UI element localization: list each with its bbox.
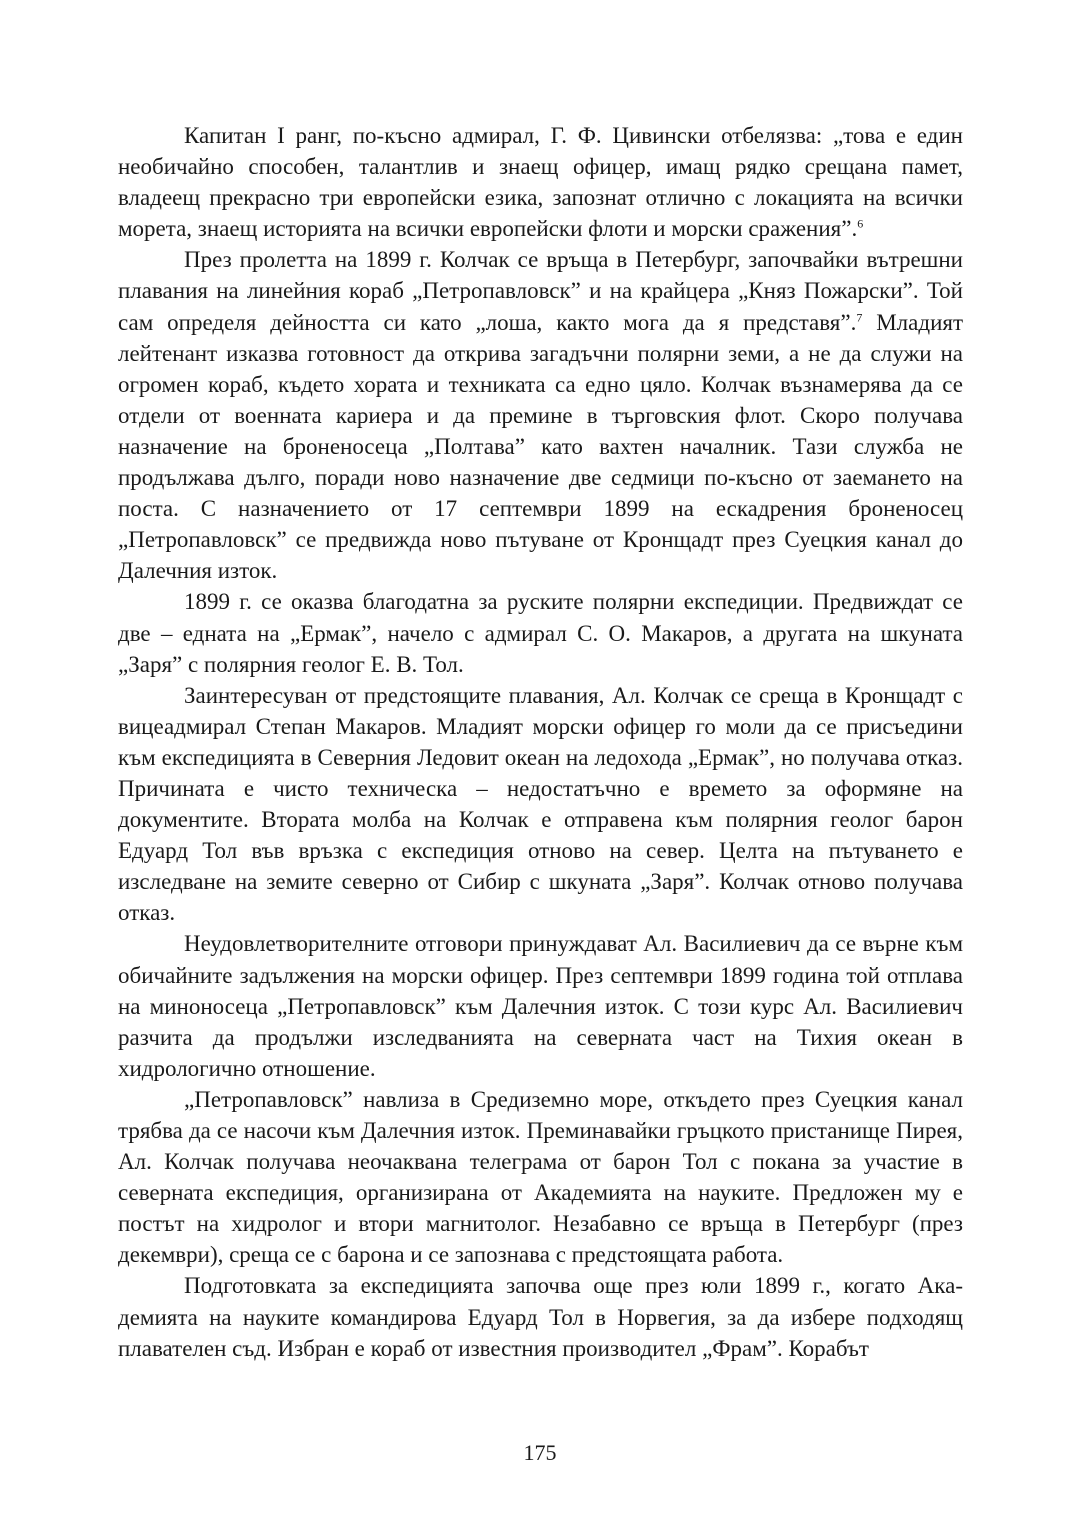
paragraph-3: 1899 г. се оказва благодатна за руските полярни експедиции. Предвиждат се две – едната на „Ермак”, начело с адмирал С. О. Макаров, а другата на шкуната „Заря” с полярния геолог Е. В. Тол. (118, 589, 963, 677)
paragraph-2 (118, 244, 963, 586)
page-body (118, 120, 963, 1364)
footnote-ref-6: 6 (857, 216, 864, 231)
paragraph-5: Неудовлетворителните отговори принуждават Ал. Василиевич да се върне към обичайните задължения на морски офицер. През септември 1899 година той отплава на миноносеца „Петропавловск” към Далечния изток. С този курс Ал. Василиевич разчита да продължи изследванията на северната част на Тихия океан в хидрологично отношение. (118, 931, 963, 1081)
paragraph-7: Подготовката за експедицията започва още през юли 1899 г., когато Академията на науките командирова Едуард Тол в Норвегия, за да избере подходящ плавателен съд. Избран е кораб от известния производител „Фрам”. Корабът (118, 1273, 963, 1361)
paragraph-6: „Петропавловск” навлиза в Средиземно море, откъдето през Суецкия канал трябва да се насочи към Далечния изток. Преминавайки гръцкото пристанище Пирея, Ал. Колчак получава неочаквана телеграма от барон Тол с покана за участие в северната експедиция, организирана от Академията на науките. Предложен му е постът на хидролог и втори магнитолог. Незабавно се връща в Петербург (през декември), среща се с барона и се запознава с предстоящата работа. (118, 1086, 963, 1268)
paragraph-2-text-a: През пролетта на 1899 г. Колчак се връща в Петербург, започвайки вътрешни плавания на линейния кораб „Петропавловск” и на крайцера „Княз Пожарски”. Той сам определя дейността си като „лоша, както мога да я представя”. (118, 247, 963, 335)
paragraph-1 (118, 120, 963, 244)
paragraph-1-text: Капитан I ранг, по-късно адмирал, Г. Ф. Цивински отбелязва: „това е един необичайно способен, талантлив и знаещ офицер, имащ рядко срещана памет, владеещ прекрасно три европейски езика, запознат отлично с локацията на всички морета, знаещ историята на всички европейски флоти и морски сражения”. (118, 123, 963, 242)
page-number: 175 (523, 1440, 557, 1465)
paragraph-2-text-b: Младият лейтенант изказва готовност да открива загадъчни полярни земи, а не да служи на огромен кораб, където хората и техниката са едно цяло. Колчак възнамерява да се отдели от военната кариера и да премине в търговския флот. Скоро получава назначение на броненосеца „Полтава” като вахтен началник. Тази служба не продължава дълго, поради ново назначение две седмици по-късно от заемането на поста. С назначението от 17 септември 1899 на ескадрения броненосец „Петропавловск” се предвижда ново пътуване от Кронщадт през Суецкия канал до Далечния изток. (118, 309, 964, 584)
paragraph-4: Заинтересуван от предстоящите плавания, Ал. Колчак се среща в Кронщадт с вицеадмирал Степан Макаров. Младият морски офицер го моли да се присъедини към експедицията в Северния Ледовит океан на ледохода „Ермак”, но получава отказ. Причината е чисто техническа – недостатъчно е времето за оформяне на документите. Втората молба на Колчак е отправена към полярния геолог барон Едуард Тол във връзка с експедиция отново на север. Целта на пътуването е изследване на земите северно от Сибир с шкуната „Заря”. Колчак отново получава отказ. (118, 682, 963, 926)
footnote-ref-7: 7 (856, 309, 863, 324)
